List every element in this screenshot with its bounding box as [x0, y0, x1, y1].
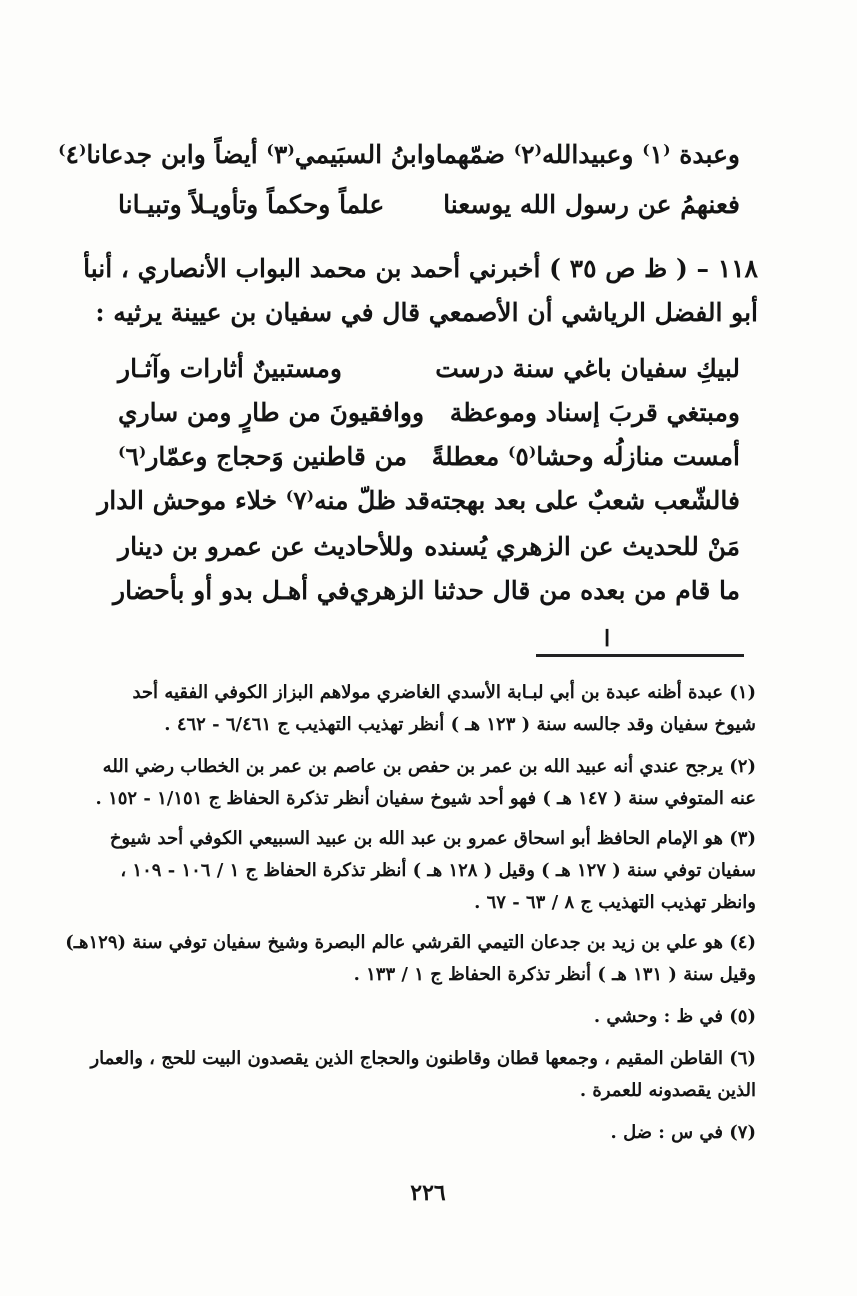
footnote-line: (١) عبدة أظنه عبدة بن أبي لبـابة الأسدي الغاضري مولاهم البزاز الكوفي الفقيه أحد	[132, 682, 756, 703]
footnote-line: سفيان توفي سنة ( ١٢٧ هـ ) وقيل ( ١٢٨ هـ ) أنظر تذكرة الحفاظ ج ١ / ١٠٦ - ١٠٩ ،	[120, 860, 756, 881]
footnote-line: (٣) هو الإمام الحافظ أبو اسحاق عمرو بن عبد الله بن عبيد السبيعي الكوفي أحد شيوخ	[109, 828, 756, 849]
footnote-line: شيوخ سفيان وقد جالسه سنة ( ١٢٣ هـ ) أنظر تهذيب التهذيب ج ٦/٤٦١ - ٤٦٢ .	[164, 714, 756, 735]
verse-hemistich-left: في أهـل بدو أو بأحضار	[113, 576, 350, 605]
verse-hemistich-left: ووافقيونَ من طارٍ ومن ساري	[118, 398, 425, 427]
verse-line	[118, 398, 740, 427]
verse-hemistich-right: أمست منازلُه وحشا⁽٥⁾ معطلةً	[431, 442, 740, 471]
footnote-line: (٤) هو علي بن زيد بن جدعان التيمي القرشي عالم البصرة وشيخ سفيان توفي سنة (١٢٩هـ)	[65, 932, 756, 953]
footnote-line: (٢) يرجح عندي أنه عبيد الله بن عمر بن حفص بن عاصم بن عمر بن الخطاب رضي الله	[102, 756, 756, 777]
verse-line	[58, 140, 740, 169]
separator-mark: ا	[604, 626, 611, 652]
verse-hemistich-left: علماً وحكماً وتأويـلاً وتبيـانا	[118, 190, 385, 219]
verse-line	[118, 190, 740, 219]
footnote-line: عنه المتوفي سنة ( ١٤٧ هـ ) فهو أحد شيوخ سفيان أنظر تذكرة الحفاظ ج ١/١٥١ - ١٥٢ .	[95, 788, 756, 809]
verse-hemistich-left: ومستبينٌ أثارات وآثـار	[118, 354, 342, 383]
entry-line: أبو الفضل الرياشي أن الأصمعي قال في سفيان بن عيينة يرثيه :	[95, 298, 758, 327]
footnote-separator	[536, 654, 744, 657]
page-number: ٢٢٦	[410, 1180, 446, 1206]
verse-hemistich-left: وللأحاديث عن عمرو بن دينار	[118, 532, 414, 561]
verse-hemistich-right: ومبتغي قربَ إسناد وموعظة	[449, 398, 740, 427]
verse-line	[118, 532, 740, 561]
verse-hemistich-right: فالشّعب شعبٌ على بعد بهجته	[429, 486, 740, 515]
footnote-line: وقيل سنة ( ١٣١ هـ ) أنظر تذكرة الحفاظ ج ١ / ١٣٣ .	[353, 964, 756, 985]
verse-hemistich-left: قد ظلّ منه⁽٧⁾ خلاء موحش الدار	[97, 486, 430, 515]
footnote-line: (٧) في س : ضل .	[610, 1122, 756, 1143]
footnote-line: (٦) القاطن المقيم ، وجمعها قطان وقاطنون والحجاج الذين يقصدون البيت للحج ، والعمار	[90, 1048, 756, 1069]
verse-hemistich-right: مَنْ للحديث عن الزهري يُسنده	[424, 532, 740, 561]
footnote-line: (٥) في ظ : وحشي .	[593, 1006, 756, 1027]
verse-hemistich-right: لبيكِ سفيان باغي سنة درست	[435, 354, 740, 383]
verse-line	[113, 576, 740, 605]
verse-line	[118, 354, 740, 383]
entry-line: ١١٨ – ( ظ ص ٣٥ ) أخبرني أحمد بن محمد البواب الأنصاري ، أنبأ	[83, 254, 758, 283]
verse-hemistich-left: وابنُ السبَيمي⁽٣⁾ أيضاً وابن جدعانا⁽٤⁾	[58, 140, 436, 169]
verse-hemistich-right: فعنهمُ عن رسول الله يوسعنا	[443, 190, 740, 219]
footnote-line: وانظر تهذيب التهذيب ج ٨ / ٦٣ - ٦٧ .	[474, 892, 756, 913]
verse-line	[97, 486, 740, 515]
verse-hemistich-right: وعبدة ⁽١⁾ وعبيدالله⁽٢⁾ ضمّهما	[435, 140, 740, 169]
footnote-line: الذين يقصدونه للعمرة .	[579, 1080, 756, 1101]
verse-hemistich-right: ما قام من بعده من قال حدثنا الزهري	[349, 576, 740, 605]
verse-hemistich-left: من قاطنين وَحجاج وعمّار⁽٦⁾	[118, 442, 408, 471]
verse-line	[118, 442, 740, 471]
